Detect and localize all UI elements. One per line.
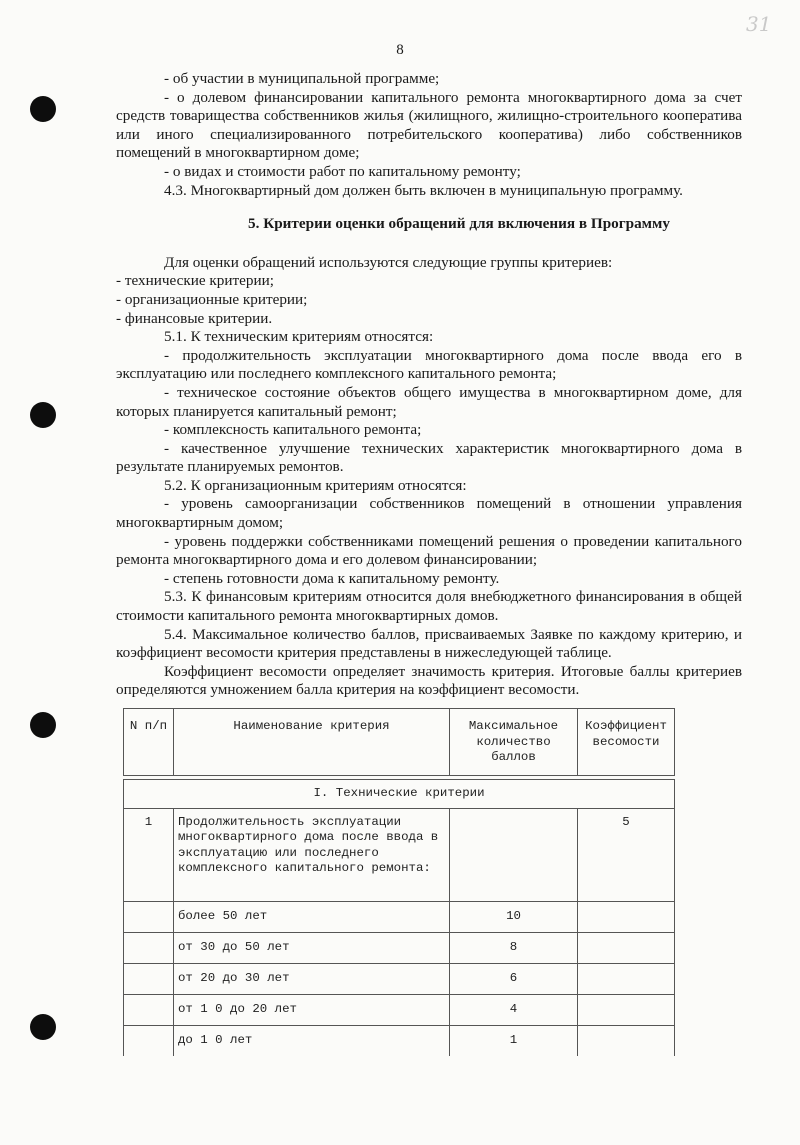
criterion-name: Продолжительность эксплуатации многоквартирного дома после ввода в эксплуатацию или последнего комплексного капитального ремонта: <box>173 809 449 901</box>
table-row <box>123 964 675 995</box>
option-label: от 20 до 30 лет <box>173 964 449 994</box>
option-label: от 30 до 50 лет <box>173 933 449 963</box>
punch-hole <box>30 96 56 122</box>
paragraph: - об участии в муниципальной программе; <box>164 70 440 87</box>
page-number: 8 <box>396 42 404 58</box>
criteria-table <box>123 708 675 1056</box>
table-section-row <box>123 779 675 809</box>
paragraph: 5.1. К техническим критериям относятся: <box>164 328 434 346</box>
table-row <box>123 1026 675 1056</box>
criterion-weight: 5 <box>577 809 675 901</box>
header-weight: Коэффициент весомости <box>577 709 675 775</box>
option-label: до 1 0 лет <box>173 1026 449 1056</box>
section-label: I. Технические критерии <box>123 780 675 808</box>
paragraph: - уровень поддержки собственниками помещений решения о проведении капитального ремонта многоквартирного дома и его долевом финансировании; <box>116 532 742 569</box>
paragraph: - уровень самоорганизации собственников помещений в отношении управления многоквартирным домом; <box>116 495 742 532</box>
paragraph: - качественное улучшение технических характеристик многоквартирного дома в результате планируемых ремонтов. <box>116 439 742 476</box>
punch-hole <box>30 402 56 428</box>
paragraph: 5.4. Максимальное количество баллов, присваиваемых Заявке по каждому критерию, и коэффициент весомости критерия представлены в нижеследующей таблице. <box>116 625 742 662</box>
paragraph: - комплексность капитального ремонта; <box>164 421 422 439</box>
option-label: более 50 лет <box>173 902 449 932</box>
criterion-max-points <box>449 809 577 901</box>
table-header <box>123 708 675 776</box>
option-points: 8 <box>449 933 577 963</box>
paragraph: - о долевом финансировании капитального ремонта многоквартирного дома за счет средств товарищества собственников жилья (жилищного, жилищно-строительного кооператива или иного специализированного потребительского кооператива) либо собственников помещений в многоквартирном доме; <box>116 88 742 162</box>
empty-cell <box>123 995 173 1025</box>
option-points: 1 <box>449 1026 577 1056</box>
header-max-points: Максимальное количество баллов <box>449 709 577 775</box>
list-item: - финансовые критерии. <box>116 309 273 327</box>
list-item: - технические критерии; <box>116 272 274 290</box>
empty-cell <box>123 933 173 963</box>
table-row <box>123 809 675 902</box>
paragraph: - о видах и стоимости работ по капитальному ремонту; <box>164 162 521 180</box>
empty-cell <box>123 964 173 994</box>
criterion-num: 1 <box>123 809 173 901</box>
punch-hole <box>30 1014 56 1040</box>
empty-cell <box>577 902 675 932</box>
table-row <box>123 933 675 964</box>
option-points: 10 <box>449 902 577 932</box>
table-row <box>123 902 675 933</box>
paragraph: - степень готовности дома к капитальному ремонту. <box>164 569 500 587</box>
option-points: 6 <box>449 964 577 994</box>
paragraph: 5.3. К финансовым критериям относится доля внебюджетного финансирования в общей стоимости капитального ремонта многоквартирных домов. <box>116 588 742 625</box>
empty-cell <box>123 1026 173 1056</box>
list-item: - организационные критерии; <box>116 290 308 308</box>
paragraph: 4.3. Многоквартирный дом должен быть включен в муниципальную программу. <box>164 181 683 199</box>
option-points: 4 <box>449 995 577 1025</box>
header-name: Наименование критерия <box>173 709 449 775</box>
empty-cell <box>577 1026 675 1056</box>
document-body <box>116 70 742 700</box>
empty-cell <box>577 964 675 994</box>
paragraph: - продолжительность эксплуатации многоквартирного дома после ввода его в эксплуатацию или последнего комплексного капитального ремонта; <box>116 346 742 383</box>
paragraph: 5.2. К организационным критериям относятся: <box>164 476 467 494</box>
paragraph: - техническое состояние объектов общего имущества в многоквартирном доме, для которых планируется капитальный ремонт; <box>116 383 742 420</box>
paragraph: Коэффициент весомости определяет значимость критерия. Итоговые баллы критериев определяются умножением балла критерия на коэффициент весомости. <box>116 662 742 699</box>
empty-cell <box>577 995 675 1025</box>
table-row <box>123 995 675 1026</box>
empty-cell <box>577 933 675 963</box>
empty-cell <box>123 902 173 932</box>
handwritten-mark: 31 <box>746 12 772 36</box>
section-title: 5. Критерии оценки обращений для включения в Программу <box>248 215 670 233</box>
header-num: N п/п <box>123 709 173 775</box>
punch-hole <box>30 712 56 738</box>
paragraph: Для оценки обращений используются следующие группы критериев: <box>164 253 613 271</box>
option-label: от 1 0 до 20 лет <box>173 995 449 1025</box>
